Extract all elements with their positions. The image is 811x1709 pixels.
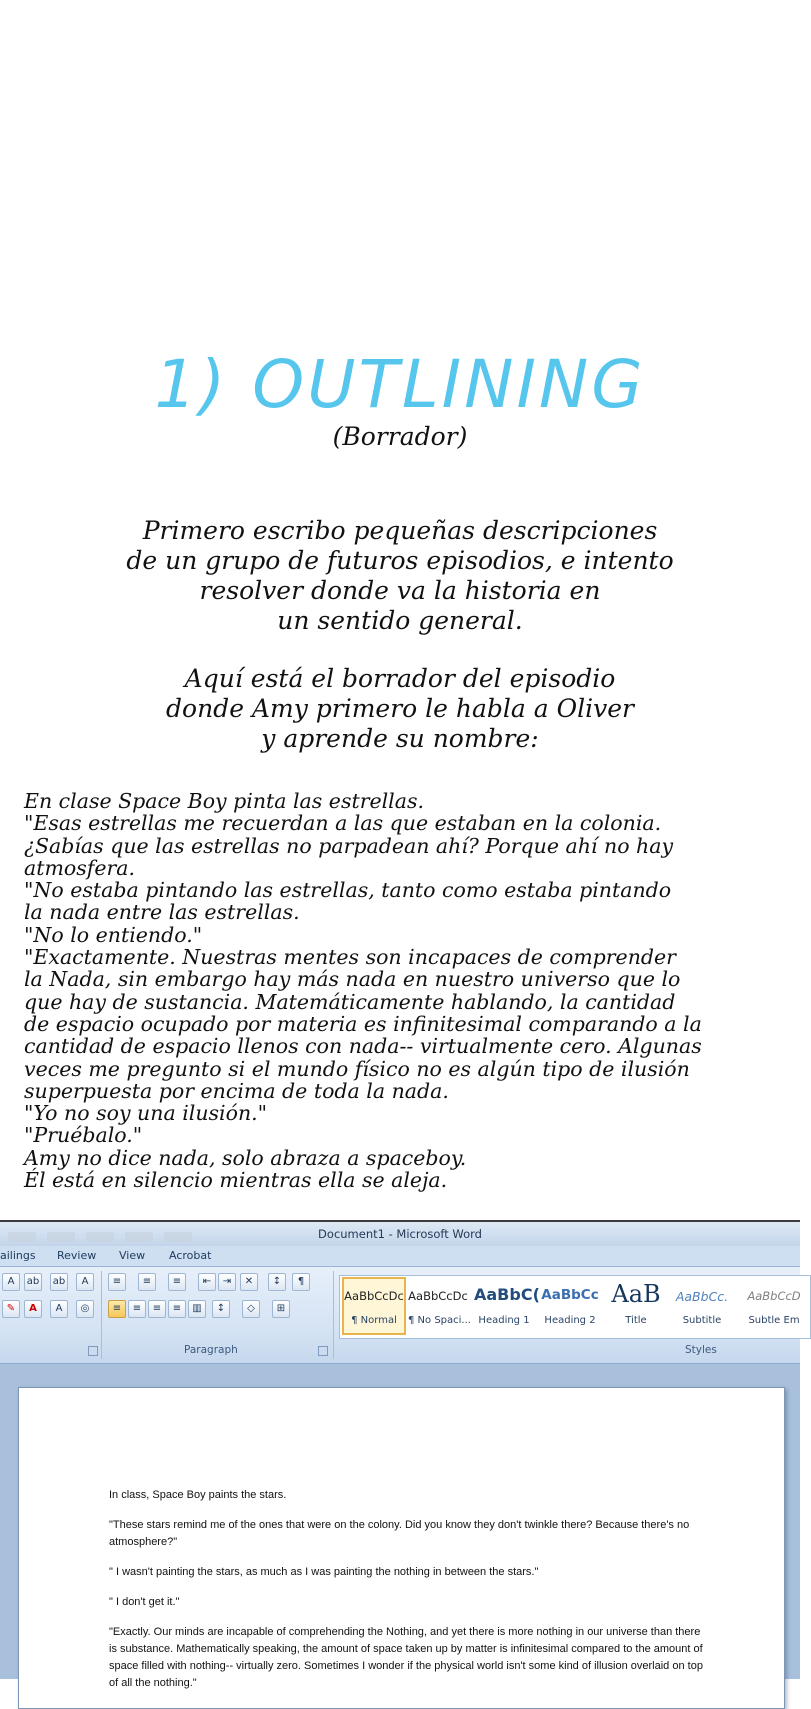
enclose-char-button[interactable]: ◎ bbox=[76, 1300, 94, 1318]
outline-line: la nada entre las estrellas. bbox=[24, 900, 300, 925]
document-paragraph: In class, Space Boy paints the stars. bbox=[109, 1489, 287, 1501]
intro-line: y aprende su nombre: bbox=[261, 724, 539, 753]
outline-line: Amy no dice nada, solo abraza a spaceboy. bbox=[24, 1145, 467, 1170]
style-sample: AaBbCc bbox=[541, 1287, 599, 1303]
tab-view[interactable]: View bbox=[119, 1249, 146, 1262]
style-heading-1[interactable] bbox=[474, 1279, 540, 1333]
line-spacing-icon[interactable]: ↕ bbox=[212, 1300, 230, 1318]
style-name: Subtitle bbox=[682, 1315, 722, 1326]
group-separator bbox=[101, 1271, 102, 1359]
distributed-icon[interactable]: ▥ bbox=[188, 1300, 206, 1318]
style-name: ¶ No Spaci... bbox=[408, 1315, 471, 1326]
style-subtitle[interactable] bbox=[672, 1279, 732, 1333]
style-sample: AaB bbox=[611, 1280, 661, 1308]
outline-line: En clase Space Boy pinta las estrellas. bbox=[24, 789, 425, 813]
intro-line: Aquí está el borrador del episodio bbox=[184, 664, 616, 693]
style-title[interactable] bbox=[606, 1279, 666, 1333]
tab-mailings[interactable]: ailings bbox=[0, 1249, 36, 1262]
shrink-font-button[interactable]: A bbox=[2, 1273, 20, 1291]
char-shading-button[interactable]: A bbox=[50, 1300, 68, 1318]
outline-line: "No lo entiendo." bbox=[24, 922, 203, 947]
outline-line: ¿Sabías que las estrellas no parpadean ahí? Porque ahí no hay bbox=[24, 833, 674, 858]
borders-icon[interactable]: ⊞ bbox=[272, 1300, 290, 1318]
style-subtle-emphasis[interactable] bbox=[738, 1279, 810, 1333]
style-sample: AaBbC( bbox=[474, 1285, 540, 1304]
shading-icon[interactable]: ◇ bbox=[242, 1300, 260, 1318]
increase-indent-icon[interactable]: ⇥ bbox=[218, 1273, 236, 1291]
intro-line: un sentido general. bbox=[277, 606, 523, 635]
outline-line: la Nada, sin embargo hay más nada en nuestro universo que lo bbox=[24, 967, 681, 992]
ribbon bbox=[0, 1267, 800, 1364]
outline-line: veces me pregunto si el mundo físico no es algún tipo de ilusión bbox=[24, 1056, 690, 1081]
text-direction-icon[interactable]: ✕ bbox=[240, 1273, 258, 1291]
document-paragraph: " I wasn't painting the stars, as much as I was painting the nothing in between the stars." bbox=[109, 1566, 539, 1578]
outline-line: "Exactamente. Nuestras mentes son incapaces de comprender bbox=[24, 945, 676, 970]
style-sample: AaBbCcD bbox=[747, 1289, 801, 1303]
style-name: Title bbox=[625, 1315, 647, 1326]
justify-icon[interactable]: ≡ bbox=[168, 1300, 186, 1318]
styles-group-label: Styles bbox=[685, 1344, 717, 1356]
tab-acrobat[interactable]: Acrobat bbox=[169, 1249, 212, 1262]
clear-format-button[interactable]: ab bbox=[24, 1273, 42, 1291]
decrease-indent-icon[interactable]: ⇤ bbox=[198, 1273, 216, 1291]
highlight-color-button[interactable]: ✎ bbox=[2, 1300, 20, 1318]
tab-review[interactable]: Review bbox=[57, 1249, 97, 1262]
handwritten-outline bbox=[24, 790, 794, 1191]
page-subtitle: (Borrador) bbox=[332, 422, 468, 451]
font-dialog-launcher-icon[interactable] bbox=[88, 1346, 98, 1356]
style-name: ¶ Normal bbox=[351, 1315, 397, 1326]
window-title: Document1 - Microsoft Word bbox=[318, 1227, 482, 1241]
document-paragraph: "These stars remind me of the ones that were on the colony. Did you know they don't twinkle there? Because there's no atmosphere?" bbox=[109, 1519, 690, 1548]
page-title: 1) OUTLINING bbox=[154, 346, 646, 423]
style-sample: AaBbCcDc bbox=[344, 1289, 404, 1303]
outline-line: de espacio ocupado por materia es infinitesimal comparando a la bbox=[24, 1011, 702, 1036]
style-heading-2[interactable] bbox=[540, 1279, 600, 1333]
intro-line: donde Amy primero le habla a Oliver bbox=[166, 694, 634, 723]
pilcrow-icon[interactable]: ¶ bbox=[292, 1273, 310, 1291]
outline-line: superpuesta por encima de toda la nada. bbox=[24, 1078, 449, 1103]
outline-line: Él está en silencio mientras ella se aleja. bbox=[24, 1168, 448, 1193]
align-left-icon[interactable]: ≡ bbox=[108, 1300, 126, 1318]
document-paragraph: " I don't get it." bbox=[109, 1596, 180, 1608]
outline-line: cantidad de espacio llenos con nada-- virtualmente cero. Algunas bbox=[24, 1034, 702, 1059]
title-bar bbox=[0, 1222, 800, 1246]
style-sample: AaBbCc. bbox=[675, 1289, 729, 1304]
phonetic-guide-button[interactable]: ab bbox=[50, 1273, 68, 1291]
group-separator bbox=[333, 1271, 334, 1359]
intro-paragraph-2 bbox=[60, 664, 740, 754]
styles-gallery bbox=[339, 1275, 811, 1339]
sort-icon[interactable]: ↕ bbox=[268, 1273, 286, 1291]
outline-line: "Yo no soy una ilusión." bbox=[24, 1101, 268, 1126]
style-no-spacing[interactable] bbox=[408, 1279, 471, 1333]
char-border-button[interactable]: A bbox=[76, 1273, 94, 1291]
multilevel-list-icon[interactable]: ≡ bbox=[168, 1273, 186, 1291]
outline-line: que hay de sustancia. Matemáticamente hablando, la cantidad bbox=[24, 989, 676, 1014]
outline-line: "Pruébalo." bbox=[24, 1123, 143, 1148]
paragraph-dialog-launcher-icon[interactable] bbox=[318, 1346, 328, 1356]
style-name: Subtle Em bbox=[748, 1315, 800, 1326]
style-normal[interactable] bbox=[342, 1277, 406, 1335]
intro-line: de un grupo de futuros episodios, e intento bbox=[126, 546, 674, 575]
intro-line: Primero escribo pequeñas descripciones bbox=[142, 516, 658, 545]
ribbon-tabs bbox=[0, 1246, 800, 1267]
align-right-icon[interactable]: ≡ bbox=[148, 1300, 166, 1318]
bullets-icon[interactable]: ≡ bbox=[108, 1273, 126, 1291]
document-paragraph: "Exactly. Our minds are incapable of comprehending the Nothing, and yet there is more nothing in our universe than there is substance. Mathematically speaking, the amount of space taken up by matter is infinitesimal compared to the amount of space filled with nothing-- virtually zero. Sometimes I wonder if the physical world isn't some kind of illusion overlaid on top of all the nothing." bbox=[109, 1626, 703, 1689]
numbering-icon[interactable]: ≡ bbox=[138, 1273, 156, 1291]
outline-line: "No estaba pintando las estrellas, tanto como estaba pintando bbox=[24, 878, 672, 903]
style-name: Heading 1 bbox=[478, 1315, 530, 1326]
style-name: Heading 2 bbox=[544, 1315, 596, 1326]
paragraph-group-label: Paragraph bbox=[184, 1344, 238, 1356]
font-color-button[interactable]: A bbox=[24, 1300, 42, 1318]
style-sample: AaBbCcDc bbox=[408, 1289, 468, 1303]
document-text bbox=[109, 1487, 709, 1705]
outline-line: "Esas estrellas me recuerdan a las que estaban en la colonia. bbox=[24, 811, 662, 836]
align-center-icon[interactable]: ≡ bbox=[128, 1300, 146, 1318]
document-page[interactable] bbox=[18, 1387, 785, 1709]
document-canvas bbox=[0, 1364, 800, 1689]
intro-line: resolver donde va la historia en bbox=[199, 576, 601, 605]
word-window bbox=[0, 1220, 801, 1689]
intro-paragraph-1 bbox=[60, 516, 740, 636]
outline-line: atmosfera. bbox=[24, 855, 136, 880]
